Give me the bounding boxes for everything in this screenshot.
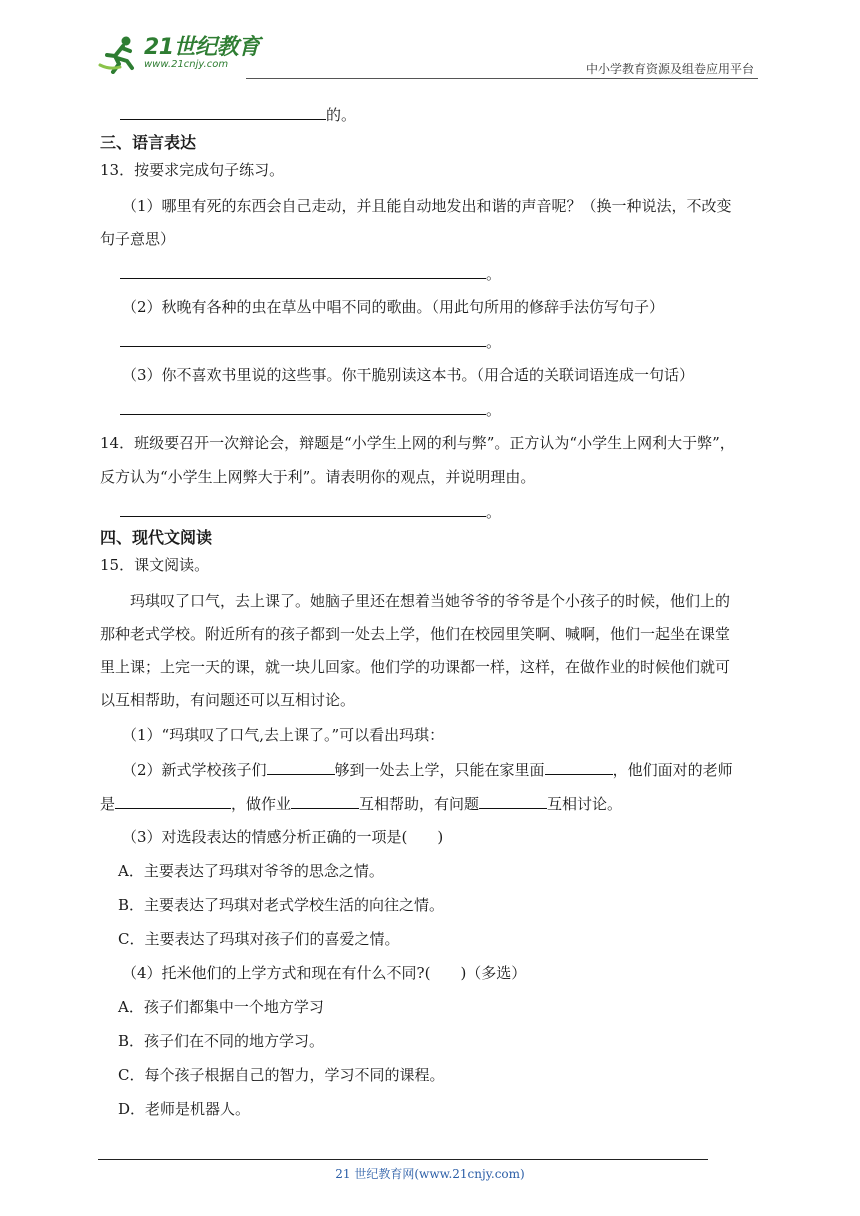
answer-blank[interactable] bbox=[120, 500, 486, 517]
q13-part1-line1: （1）哪里有死的东西会自己走动，并且能自动地发出和谐的声音呢？（换一种说法，不改变 bbox=[122, 197, 732, 215]
q13-part2: （2）秋晚有各种的虫在草丛中唱不同的歌曲。（用此句所用的修辞手法仿写句子） bbox=[122, 298, 665, 316]
fill-blank[interactable] bbox=[545, 758, 613, 775]
fill-blank[interactable] bbox=[115, 792, 231, 809]
answer-line-row bbox=[120, 103, 356, 126]
q13-part1-line2: 句子意思） bbox=[100, 230, 176, 248]
option-a[interactable]: A．孩子们都集中一个地方学习 bbox=[118, 998, 324, 1016]
q14-answer-row bbox=[120, 500, 501, 523]
q15-sub1: （1）“玛琪叹了口气,去上课了。”可以看出玛琪： bbox=[122, 726, 445, 744]
answer-blank[interactable] bbox=[120, 398, 486, 415]
option-d[interactable]: D．老师是机器人。 bbox=[118, 1100, 251, 1118]
passage-line: 以互相帮助，有问题还可以互相讨论。 bbox=[100, 691, 356, 709]
q15-sub2-line1: （2）新式学校孩子们 够到一处去上学，只能在家里面 ，他们面对的老师 bbox=[122, 758, 733, 781]
header-divider bbox=[246, 78, 758, 79]
section-title-4: 四、现代文阅读 bbox=[100, 528, 213, 547]
q13-answer-row-2 bbox=[120, 330, 501, 353]
q15-sub4: （4）托米他们的上学方式和现在有什么不同?( )（多选） bbox=[122, 964, 527, 982]
fill-blank[interactable] bbox=[267, 758, 335, 775]
period-mark: 。 bbox=[486, 503, 502, 521]
option-c[interactable]: C．每个孩子根据自己的智力，学习不同的课程。 bbox=[118, 1066, 445, 1084]
runner-logo-icon bbox=[96, 34, 142, 74]
q13-part3: （3）你不喜欢书里说的这些事。你干脆别读这本书。（用合适的关联词语连成一句话） bbox=[122, 366, 695, 384]
passage-line: 玛琪叹了口气，去上课了。她脑子里还在想着当她爷爷的爷爷是个小孩子的时候，他们上的 bbox=[130, 592, 731, 610]
answer-blank[interactable] bbox=[120, 262, 486, 279]
question-13-stem: 13．按要求完成句子练习。 bbox=[100, 161, 285, 179]
fill-blank[interactable] bbox=[479, 792, 547, 809]
q15-sub3: （3）对选段表达的情感分析正确的一项是( ) bbox=[122, 828, 444, 846]
site-logo bbox=[96, 34, 260, 74]
passage-line: 那种老式学校。附近所有的孩子都到一处去上学，他们在校园里笑啊、喊啊，他们一起坐在课堂 bbox=[100, 625, 731, 643]
q13-answer-row-3 bbox=[120, 398, 501, 421]
option-b[interactable]: B．孩子们在不同的地方学习。 bbox=[118, 1032, 325, 1050]
sentence-tail: 的。 bbox=[326, 106, 357, 124]
option-b[interactable]: B．主要表达了玛琪对老式学校生活的向往之情。 bbox=[118, 896, 445, 914]
answer-blank[interactable] bbox=[120, 330, 486, 347]
period-mark: 。 bbox=[486, 265, 502, 283]
q13-answer-row-1 bbox=[120, 262, 501, 285]
fill-blank[interactable] bbox=[291, 792, 359, 809]
option-c[interactable]: C．主要表达了玛琪对孩子们的喜爱之情。 bbox=[118, 930, 400, 948]
option-a[interactable]: A．主要表达了玛琪对爷爷的思念之情。 bbox=[118, 862, 384, 880]
question-15-stem: 15．课文阅读。 bbox=[100, 556, 210, 574]
footer-divider bbox=[98, 1159, 708, 1160]
platform-name: 中小学教育资源及组卷应用平台 bbox=[585, 62, 754, 76]
period-mark: 。 bbox=[486, 401, 502, 419]
q15-sub2-line2: 是 ，做作业 互相帮助，有问题 互相讨论。 bbox=[100, 792, 622, 815]
period-mark: 。 bbox=[486, 333, 502, 351]
logo-url: www.21cnjy.com bbox=[144, 59, 229, 70]
section-title-3: 三、语言表达 bbox=[100, 133, 197, 152]
question-14-line1: 14．班级要召开一次辩论会，辩题是“小学生上网的利与弊”。正方认为“小学生上网利大于弊”， bbox=[100, 434, 735, 452]
page-header bbox=[96, 30, 758, 80]
answer-blank[interactable] bbox=[120, 103, 326, 120]
question-14-line2: 反方认为“小学生上网弊大于利”。请表明你的观点，并说明理由。 bbox=[100, 468, 536, 486]
footer-text[interactable]: 21 世纪教育网(www.21cnjy.com) bbox=[335, 1167, 525, 1181]
logo-title: 21世纪教育 bbox=[144, 35, 260, 60]
passage-line: 里上课；上完一天的课，就一块儿回家。他们学的功课都一样，这样，在做作业的时候他们就可 bbox=[100, 658, 731, 676]
